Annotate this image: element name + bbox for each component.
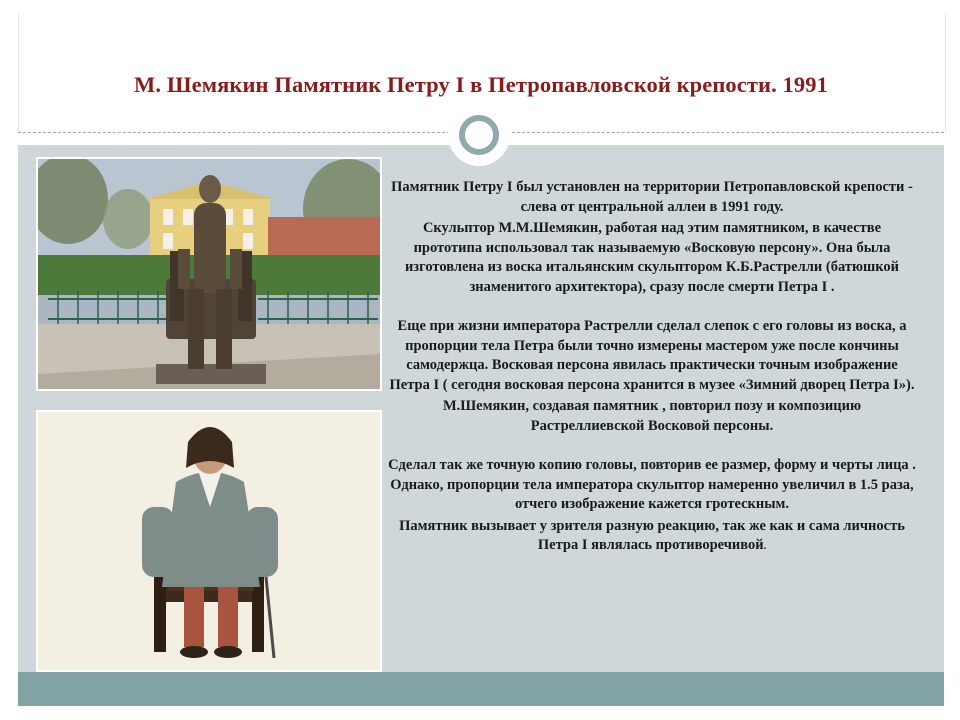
monument-photo-image [38,159,380,389]
monument-photo [36,157,382,391]
wax-figure-photo [36,410,382,672]
paragraph-4: М.Шемякин, создавая памятник , повторил позу и композицию Растреллиевской Восковой персоны. [442,398,862,434]
ring-ornament-icon [448,104,510,166]
paragraph-1: Памятник Петру I был установлен на территории Петропавловской крепости - слева от центральной аллеи в 1991 году. [391,179,913,215]
paragraph-6 [388,517,916,557]
paragraph-3: Еще при жизни императора Растрелли сделал слепок с его головы из воска, а пропорции тела Петра были точно измерены мастером уже после кончины самодержца. Восковая персона явилась практически точным изображение Петра I ( сегодня восковая персона хранится в музее «Зимний дворец Петра I»). [389,318,915,393]
description-text [388,178,916,557]
paragraph-6-text: Памятник вызывает у зрителя разную реакцию, так же как и сама личность Петра I являлась противоречивой [399,517,905,553]
paragraph-5: Сделал так же точную копию головы, повторив ее размер, форму и черты лица . Однако, пропорции тела императора скульптор намеренно увеличил в 1.5 раза, отчего изображение кажется гротескным. [388,457,916,512]
paragraph-6-dot: . [763,541,767,552]
bottom-bar [18,672,944,706]
slide-title: М. Шемякин Памятник Петру I в Петропавловской крепости. 1991 [134,72,828,97]
wax-figure-photo-image [38,412,380,670]
paragraph-2: Скульптор М.М.Шемякин, работая над этим памятником, в качестве прототипа использовал так называемую «Восковую персону». Она была изготовлена из воска итальянским скульптором К.Б.Растрелли (батюшкой знаменитого архитектора), сразу после смерти Петра I . [404,220,900,295]
